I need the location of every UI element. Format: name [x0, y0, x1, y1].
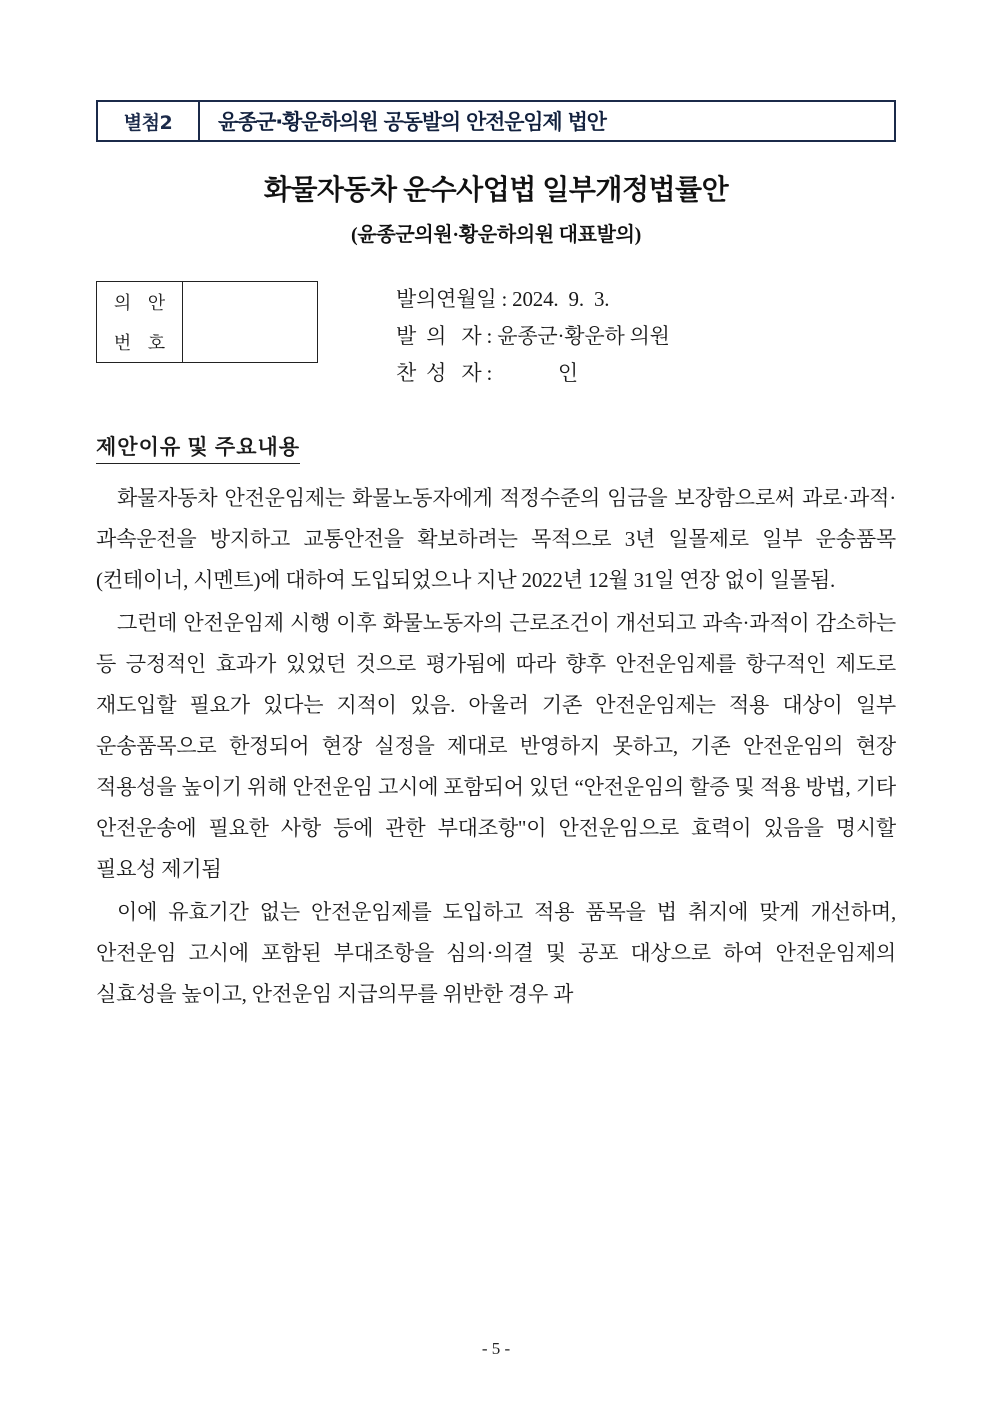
- bill-number-label-line1: 의 안: [97, 282, 183, 322]
- bill-number-box: [96, 281, 318, 363]
- bill-number-label-line2: 번 호: [97, 322, 183, 362]
- proposer: 발 의 자 : 윤종군·황운하 의원: [396, 323, 670, 348]
- banner-title: 윤종군·황운하의원 공동발의 안전운임제 법안: [200, 100, 896, 142]
- section-heading: 제안이유 및 주요내용: [96, 431, 300, 464]
- page-title: 화물자동차 운수사업법 일부개정법률안: [263, 175, 729, 206]
- bill-number-row-1: [97, 282, 317, 322]
- page-number: - 5 -: [481, 1339, 511, 1358]
- paragraph-2: 그런데 안전운임제 시행 이후 화물노동자의 근로조건이 개선되고 과속·과적이 감소하는 등 긍정적인 효과가 있었던 것으로 평가됨에 따라 향후 안전운임제를 항구적인 제도로 재도입할 필요가 있다는 지적이 있음. 아울러 기존 안전운임제는 적용 대상이 일부 운송품목으로 한정되어 현장 실정을 제대로 반영하지 못하고, 기존 안전운임의 현장 적용성을 높이기 위해 안전운임 고시에 포함되어 있던 “안전운임의 할증 및 적용 방법, 기타 안전운송에 필요한 사항 등에 관한 부대조항"이 안전운임으로 효력이 있음을 명시할 필요성 제기됨: [96, 611, 896, 881]
- attachment-tag: 별첨2: [96, 100, 200, 142]
- bill-number-row-2: [97, 322, 317, 362]
- bill-number-value: [183, 282, 317, 322]
- page-subtitle: (윤종군의원·황운하의원 대표발의): [350, 224, 642, 246]
- bill-number-value-2: [183, 322, 317, 362]
- paragraph-1: 화물자동차 안전운임제는 화물노동자에게 적정수준의 임금을 보장함으로써 과로·과적·과속운전을 방지하고 교통안전을 확보하려는 목적으로 3년 일몰제로 일부 운송품목(컨테이너, 시멘트)에 대하여 도입되었으나 지난 2022년 12월 31일 연장 없이 일몰됨.: [96, 486, 896, 593]
- meta-row: [96, 281, 896, 391]
- section-heading-wrap: [96, 431, 896, 478]
- paragraph-3: 이에 유효기간 없는 안전운임제를 도입하고 적용 품목을 법 취지에 맞게 개선하며, 안전운임 고시에 포함된 부대조항을 심의·의결 및 공포 대상으로 하여 안전운임제의 실효성을 높이고, 안전운임 지급의무를 위반한 경우 과: [96, 899, 896, 1006]
- supporter: 찬 성 자 : 인: [396, 360, 578, 385]
- meta-fields: [396, 281, 670, 391]
- header-banner: [96, 100, 896, 142]
- proposal-date: 발의연월일 : 2024. 9. 3.: [396, 287, 610, 311]
